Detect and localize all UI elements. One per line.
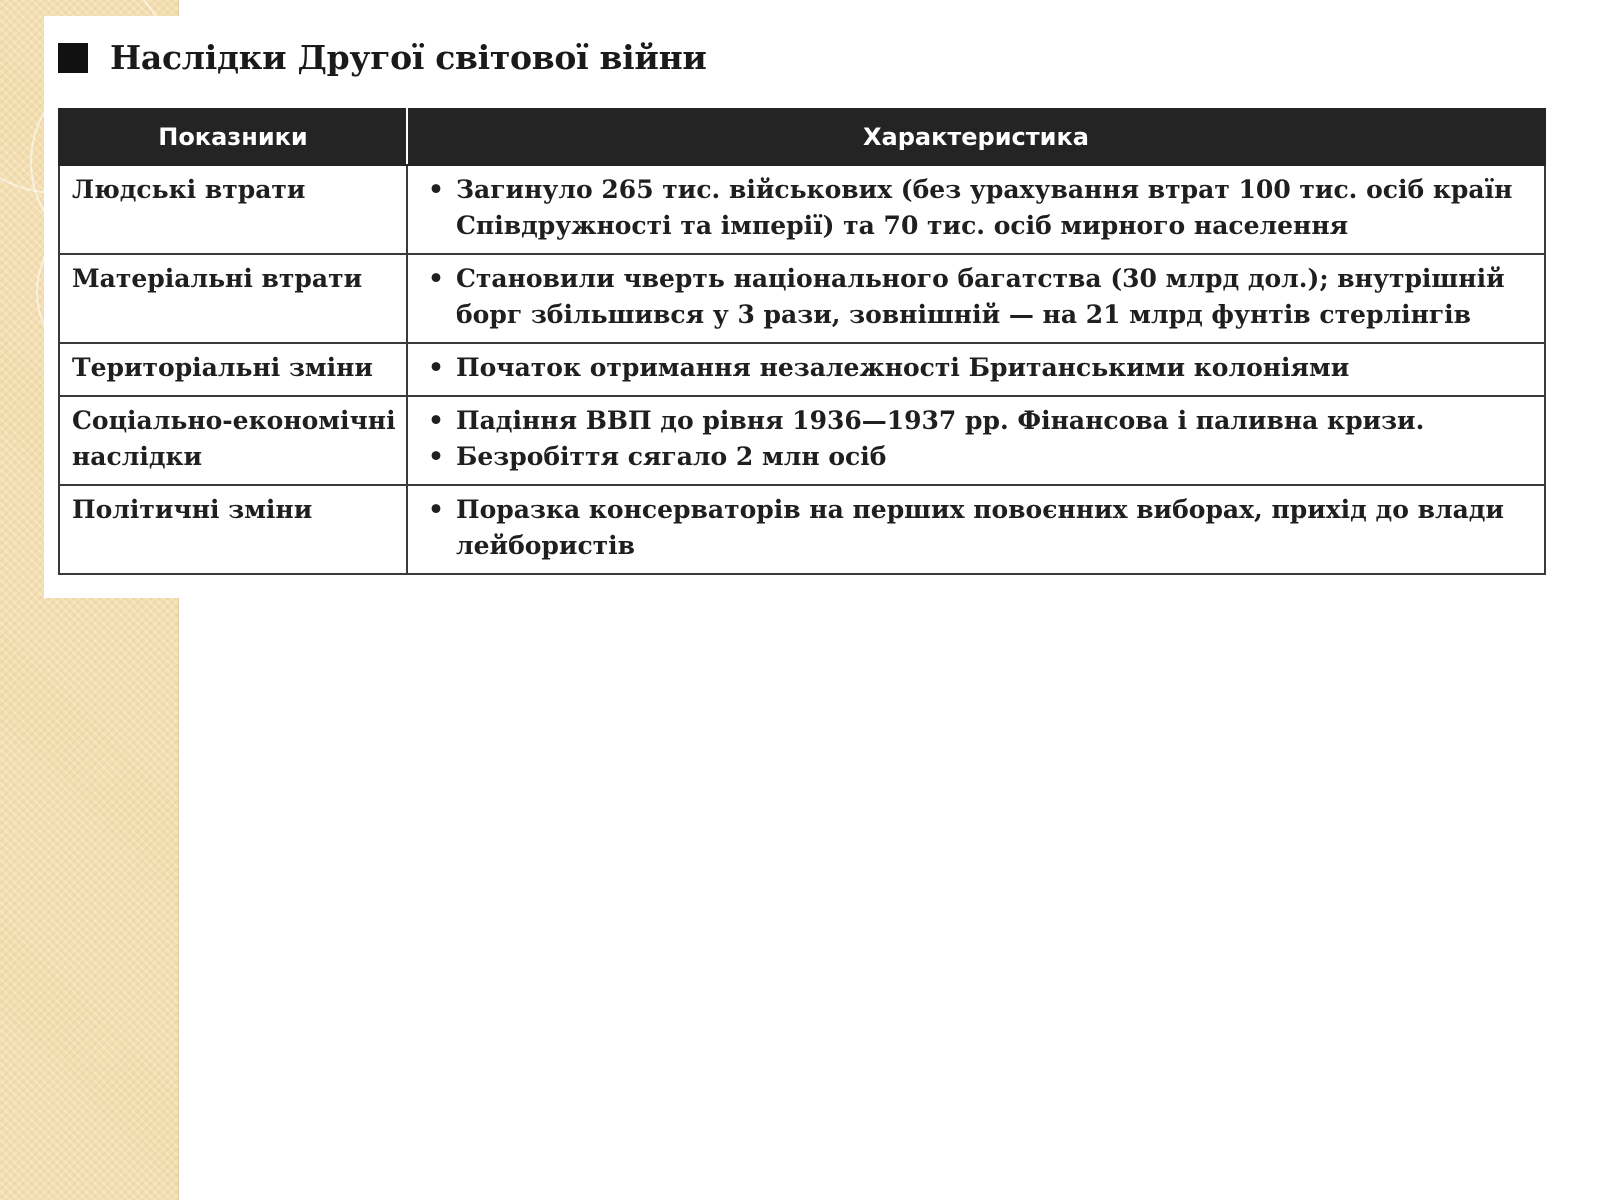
column-header-characteristic: Характеристика (407, 109, 1545, 165)
table-row (59, 485, 1545, 574)
list-item (420, 439, 1534, 475)
square-bullet-icon (58, 43, 88, 73)
table-header-row (59, 109, 1545, 165)
characteristic-list (420, 172, 1534, 244)
characteristic-list (420, 403, 1534, 475)
slide-heading (58, 38, 707, 77)
list-item (420, 261, 1534, 333)
bullet-icon: • (428, 406, 444, 435)
bullet-icon: • (428, 264, 444, 293)
indicator-cell: Матеріальні втрати (59, 254, 407, 343)
list-item-text: Поразка консерваторів на перших повоєнних виборах, прихід до влади лейбористів (456, 495, 1504, 560)
table-body (59, 165, 1545, 574)
characteristic-list (420, 350, 1534, 386)
bullet-icon: • (428, 353, 444, 382)
slide-title: Наслідки Другої світової війни (110, 38, 707, 77)
table-row (59, 396, 1545, 485)
indicator-cell: Територіальні зміни (59, 343, 407, 396)
characteristic-cell (407, 254, 1545, 343)
characteristic-cell (407, 343, 1545, 396)
bullet-icon: • (428, 495, 444, 524)
column-header-indicators: Показники (59, 109, 407, 165)
characteristic-cell (407, 165, 1545, 254)
bullet-icon: • (428, 442, 444, 471)
characteristic-cell (407, 485, 1545, 574)
indicator-cell: Соціально-економічні наслідки (59, 396, 407, 485)
characteristic-list (420, 261, 1534, 333)
list-item (420, 172, 1534, 244)
characteristic-list (420, 492, 1534, 564)
list-item-text: Становили чверть національного багатства (30 млрд дол.); внутрішній борг збільшився у 3 рази, зовнішній — на 21 млрд фунтів стерлінгів (456, 264, 1505, 329)
list-item (420, 403, 1534, 439)
bullet-icon: • (428, 175, 444, 204)
table-row (59, 254, 1545, 343)
table-row (59, 165, 1545, 254)
list-item-text: Падіння ВВП до рівня 1936—1937 рр. Фінансова і паливна кризи. (456, 406, 1425, 435)
list-item-text: Безробіття сягало 2 млн осіб (456, 442, 887, 471)
table-row (59, 343, 1545, 396)
indicator-cell: Людські втрати (59, 165, 407, 254)
slide-content-image (44, 16, 1584, 598)
consequences-table (58, 108, 1546, 575)
list-item (420, 350, 1534, 386)
list-item-text: Початок отримання незалежності Британськими колоніями (456, 353, 1350, 382)
characteristic-cell (407, 396, 1545, 485)
list-item-text: Загинуло 265 тис. військових (без урахування втрат 100 тис. осіб країн Співдружності та імперії) та 70 тис. осіб мирного населення (456, 175, 1513, 240)
indicator-cell: Політичні зміни (59, 485, 407, 574)
list-item (420, 492, 1534, 564)
